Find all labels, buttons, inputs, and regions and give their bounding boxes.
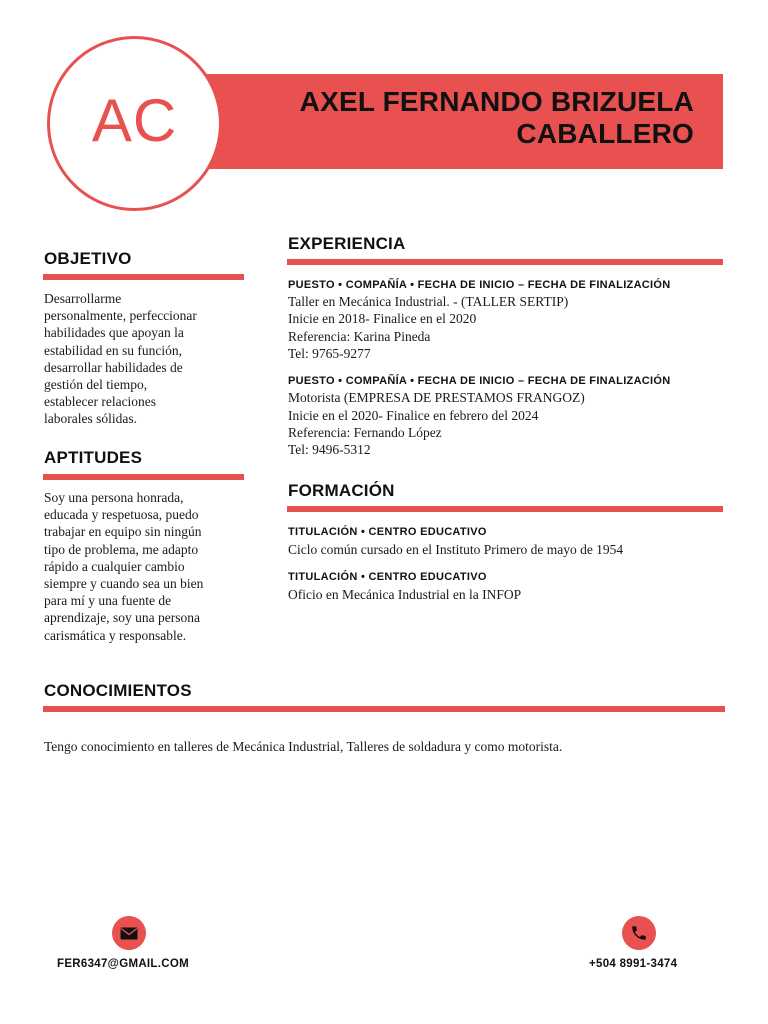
initials-text: AC [91, 87, 178, 154]
formacion-entry-2-header: TITULACIÓN • CENTRO EDUCATIVO [288, 571, 487, 583]
phone-text[interactable]: +504 8991-3474 [589, 958, 678, 970]
email-text[interactable]: FER6347@GMAIL.COM [57, 958, 189, 970]
conocimientos-text: Tengo conocimiento en talleres de Mecánica Industrial, Talleres de soldadura y como motorista. [44, 739, 563, 754]
aptitudes-rule [43, 474, 244, 480]
name-line-1: AXEL FERNANDO BRIZUELA [299, 86, 694, 117]
phone-icon [622, 916, 656, 950]
conocimientos-heading: CONOCIMIENTOS [44, 681, 192, 700]
envelope-icon [112, 916, 146, 950]
experiencia-entry-2-line: Inicie en el 2020- Finalice en febrero del 2024 [288, 408, 539, 423]
experiencia-entry-1-line: Inicie en 2018- Finalice en el 2020 [288, 311, 477, 326]
aptitudes-text: Soy una persona honrada, educada y respetuosa, puedo trabajar en equipo sin ningún tipo de problema, me adapto rápido a cualquier cambio siempre y cuando sea un bien para mí y una fuente de aprendizaje, soy una persona carismática y responsable. [44, 490, 204, 643]
aptitudes-heading: APTITUDES [44, 448, 143, 467]
name-line-2: CABALLERO [516, 118, 694, 149]
formacion-entry-1-header: TITULACIÓN • CENTRO EDUCATIVO [288, 526, 487, 538]
experiencia-entry-1-line: Referencia: Karina Pineda [288, 329, 431, 344]
objetivo-rule [43, 274, 244, 280]
experiencia-entry-1-header: PUESTO • COMPAÑÍA • FECHA DE INICIO – FECHA DE FINALIZACIÓN [288, 279, 671, 291]
objetivo-heading: OBJETIVO [44, 249, 132, 268]
experiencia-entry-1-line: Taller en Mecánica Industrial. - (TALLER SERTIP) [288, 294, 569, 309]
experiencia-entry-2-header: PUESTO • COMPAÑÍA • FECHA DE INICIO – FECHA DE FINALIZACIÓN [288, 375, 671, 387]
experiencia-entry-2-line: Referencia: Fernando López [288, 425, 442, 440]
objetivo-text: Desarrollarme personalmente, perfeccionar habilidades que apoyan la estabilidad en su función, desarrollar habilidades de gestión del tiempo, establecer relaciones laborales sólidas. [44, 291, 197, 427]
experiencia-heading: EXPERIENCIA [288, 234, 406, 253]
experiencia-entry-1-line: Tel: 9765-9277 [288, 346, 371, 361]
conocimientos-rule [43, 706, 725, 712]
experiencia-entry-2-line: Motorista (EMPRESA DE PRESTAMOS FRANGOZ) [288, 390, 585, 405]
experiencia-entry-2-line: Tel: 9496-5312 [288, 442, 371, 457]
formacion-entry-2-line: Oficio en Mecánica Industrial en la INFOP [288, 587, 522, 602]
formacion-heading: FORMACIÓN [288, 481, 395, 500]
formacion-entry-1-line: Ciclo común cursado en el Instituto Primero de mayo de 1954 [288, 542, 624, 557]
initials-avatar [47, 36, 222, 211]
formacion-rule [287, 506, 723, 512]
experiencia-rule [287, 259, 723, 265]
